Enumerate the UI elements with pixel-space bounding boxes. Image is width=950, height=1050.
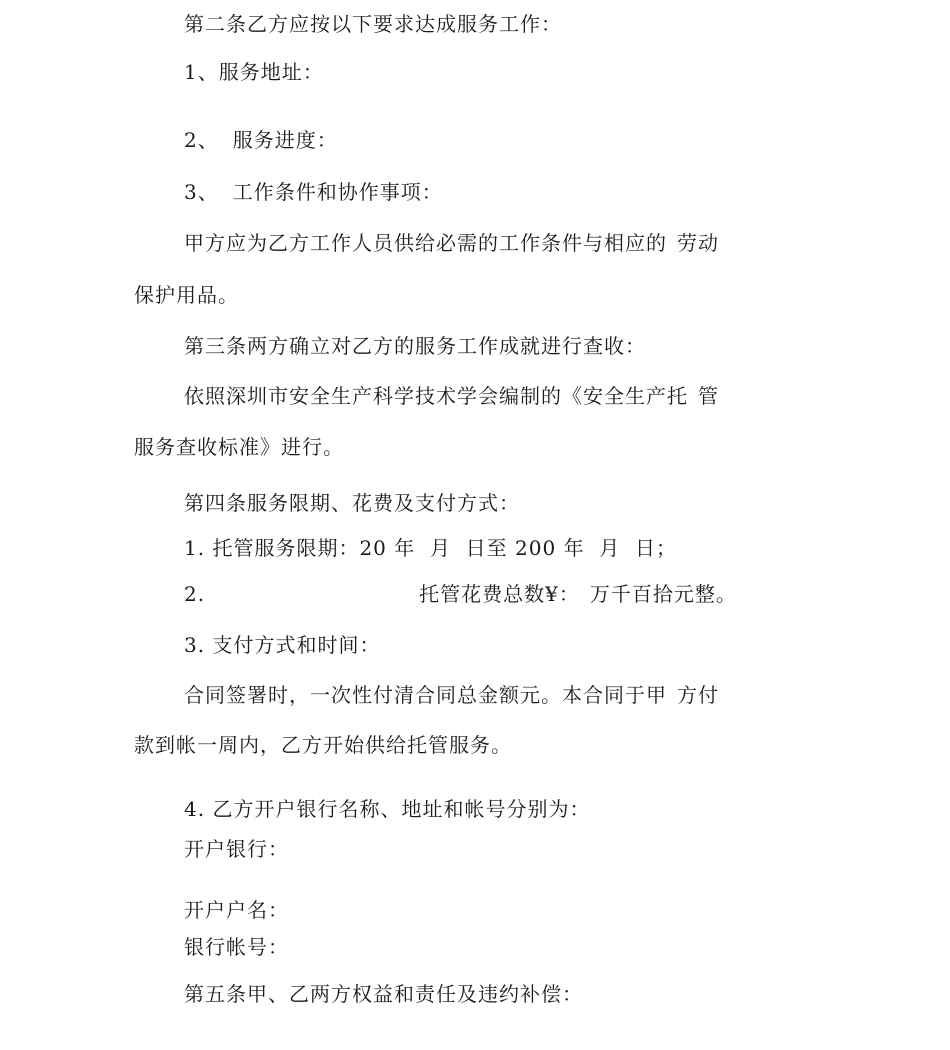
acceptance-standard-line-1 xyxy=(184,384,719,408)
fee-item-number: 2. xyxy=(184,582,206,606)
account-number-field xyxy=(184,935,289,959)
fee-total-label: 托管花费总数¥： xyxy=(419,582,580,606)
party-a-obligation-line-2 xyxy=(134,283,239,307)
fee-amount-units: 万千百拾元整。 xyxy=(589,582,737,606)
article-3-heading-text: 第三条两方确立对乙方的服务工作成就进行查收： xyxy=(184,334,646,358)
account-name-field xyxy=(184,898,289,922)
party-a-obligation-text-a: 甲方应为乙方工作人员供给必需的工作条件与相应的 xyxy=(184,231,667,255)
service-address-label: 1、服务地址： xyxy=(184,60,324,84)
service-address-item xyxy=(184,60,324,84)
payment-method-item xyxy=(184,633,380,657)
acceptance-standard-line-2 xyxy=(134,435,344,459)
service-progress-item xyxy=(184,128,338,152)
article-4-heading-text: 第四条服务限期、花费及支付方式： xyxy=(184,491,520,515)
payment-terms-text-c: 款到帐一周内，乙方开始供给托管服务。 xyxy=(134,733,512,757)
service-fee-item xyxy=(184,582,737,606)
party-a-obligation-text-c: 保护用品。 xyxy=(134,283,239,307)
bank-info-heading xyxy=(184,797,590,821)
bank-name-field xyxy=(184,837,289,861)
payment-terms-text-b: 方付 xyxy=(677,683,719,707)
work-conditions-item xyxy=(184,180,443,204)
service-progress-label: 服务进度： xyxy=(232,128,338,152)
account-name-label: 开户户名： xyxy=(184,898,289,922)
acceptance-standard-text-c: 服务查收标准》进行。 xyxy=(134,435,344,459)
item-2-number: 2、 xyxy=(184,128,219,152)
payment-terms-text-a: 合同签署时，一次性付清合同总金额元。本合同于甲 xyxy=(184,683,667,707)
party-a-obligation-text-b: 劳动 xyxy=(677,231,719,255)
service-term-item xyxy=(184,536,677,560)
acceptance-standard-text-a: 依照深圳市安全生产科学技术学会编制的《安全生产托 xyxy=(184,384,688,408)
article-2-heading-text: 第二条乙方应按以下要求达成服务工作： xyxy=(184,12,562,36)
payment-terms-line-2 xyxy=(134,733,512,757)
bank-name-label: 开户银行： xyxy=(184,837,289,861)
work-conditions-label: 工作条件和协作事项： xyxy=(232,180,443,204)
payment-method-label: 3. 支付方式和时间： xyxy=(184,633,381,657)
acceptance-standard-text-b: 管 xyxy=(698,384,719,408)
article-2-heading xyxy=(184,12,562,36)
service-term-text: 1. 托管服务限期：20 年 月 日至 200 年 月 日； xyxy=(184,536,677,560)
party-a-obligation-line-1 xyxy=(184,231,719,255)
article-5-heading-text: 第五条甲、乙两方权益和责任及违约补偿： xyxy=(184,982,583,1006)
article-5-heading xyxy=(184,982,583,1006)
account-number-label: 银行帐号： xyxy=(184,935,289,959)
article-3-heading xyxy=(184,334,646,358)
bank-info-heading-text: 4. 乙方开户银行名称、地址和帐号分别为： xyxy=(184,797,591,821)
article-4-heading xyxy=(184,491,520,515)
item-3-number: 3、 xyxy=(184,180,219,204)
payment-terms-line-1 xyxy=(184,683,719,707)
